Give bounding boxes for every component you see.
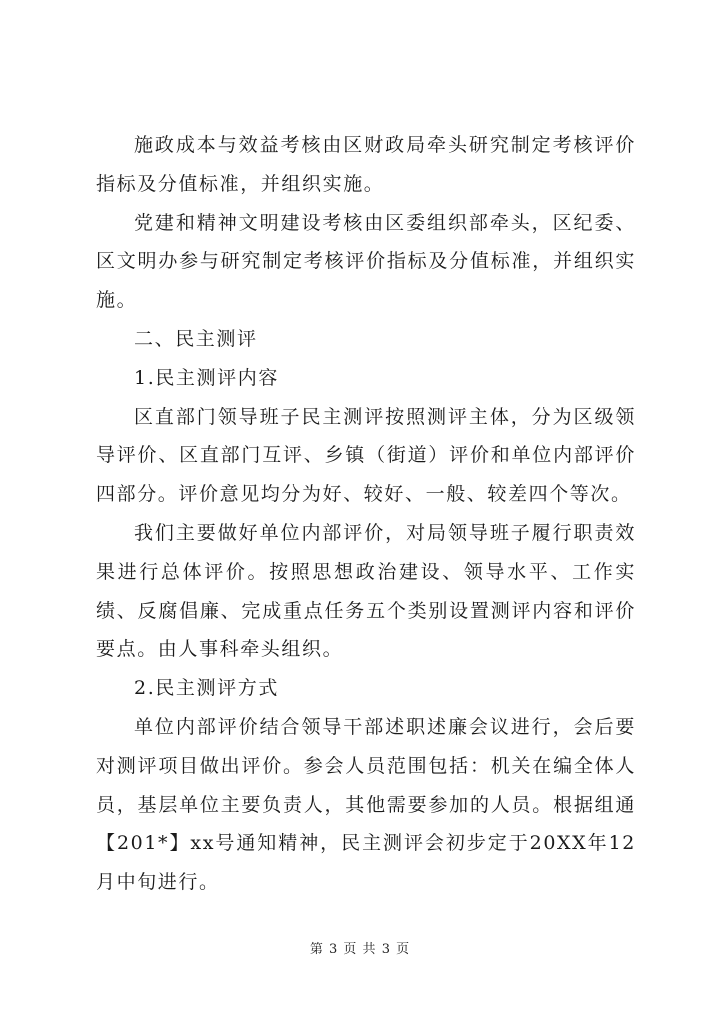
paragraph-evaluation-subjects: 区直部门领导班子民主测评按照测评主体，分为区级领导评价、区直部门互评、乡镇（街道）评价和单位内部评价四部分。评价意见均分为好、较好、一般、较差四个等次。: [96, 405, 636, 506]
paragraph-party-building-assessment: 党建和精神文明建设考核由区委组织部牵头，区纪委、区文明办参与研究制定考核评价指标及分值标准，并组织实施。: [96, 211, 636, 312]
section-heading-democratic-evaluation: 二、民主测评: [134, 327, 258, 350]
subheading-evaluation-content: 1.民主测评内容: [134, 366, 279, 389]
paragraph-evaluation-method: 单位内部评价结合领导干部述职述廉会议进行，会后要对测评项目做出评价。参会人员范围包括：机关在编全体人员，基层单位主要负责人，其他需要参加的人员。根据组通【201*】xx号通知精神，民主测评会初步定于20XX年12月中旬进行。: [96, 715, 636, 894]
subheading-evaluation-method: 2.民主测评方式: [134, 677, 279, 700]
document-body: [96, 126, 636, 902]
paragraph-fiscal-assessment: 施政成本与效益考核由区财政局牵头研究制定考核评价指标及分值标准，并组织实施。: [96, 134, 636, 195]
paragraph-internal-evaluation: 我们主要做好单位内部评价，对局领导班子履行职责效果进行总体评价。按照思想政治建设、领导水平、工作实绩、反腐倡廉、完成重点任务五个类别设置测评内容和评价要点。由人事科牵头组织。: [96, 521, 636, 661]
page-number-footer: 第 3 页 共 3 页: [309, 942, 411, 957]
